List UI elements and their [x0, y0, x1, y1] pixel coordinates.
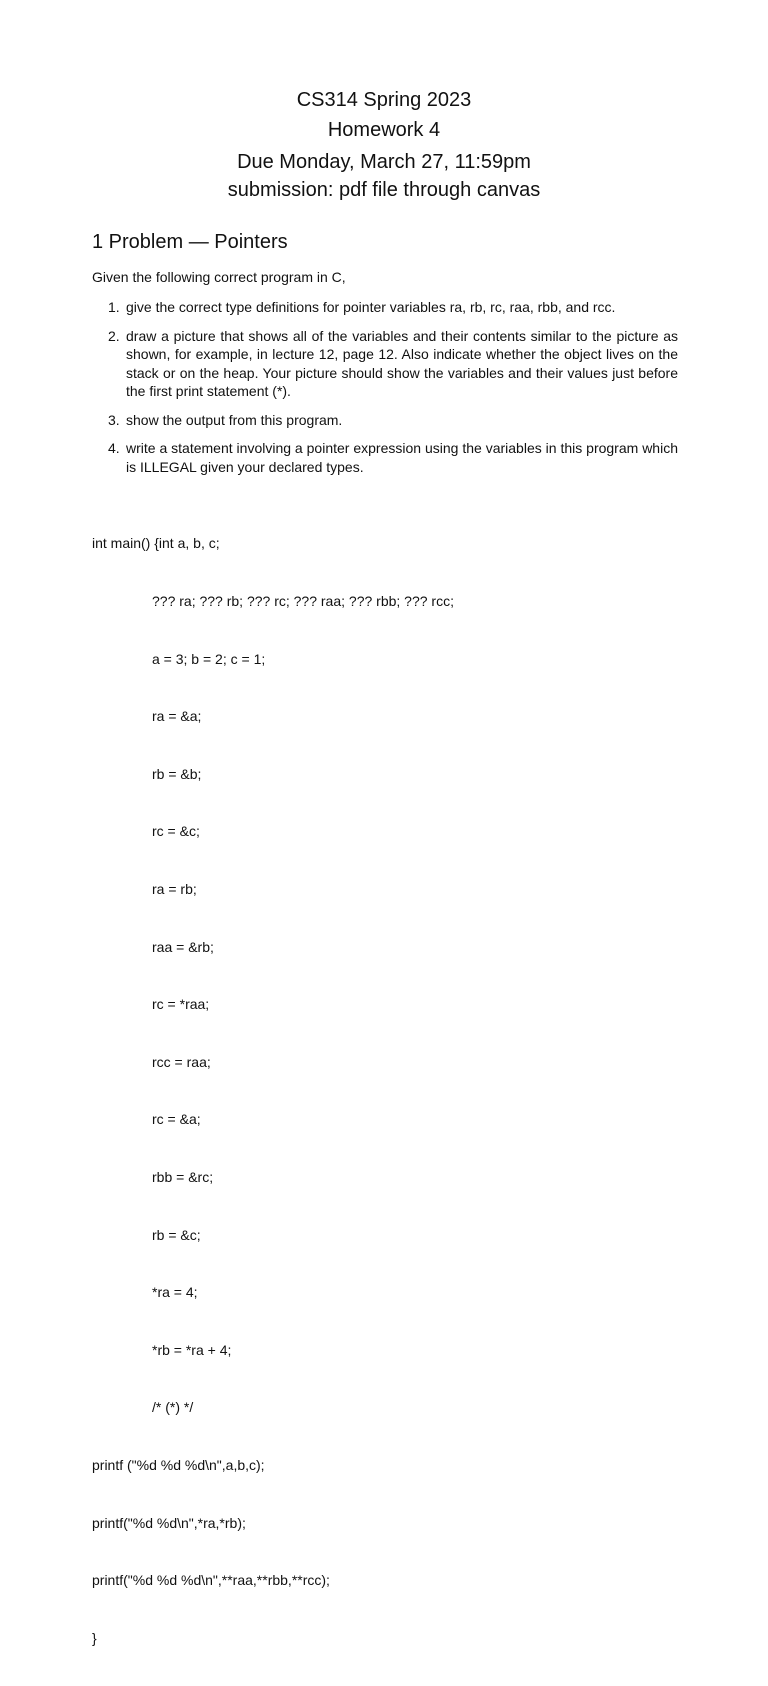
list-item: [108, 411, 678, 430]
list-item: [108, 327, 678, 401]
item-text: write a statement involving a pointer expression using the variables in this program which is ILLEGAL given your declared types.: [126, 440, 678, 475]
code-line: printf ("%d %d %d\n",a,b,c);: [92, 1456, 265, 1473]
list-item: [108, 439, 678, 476]
code-line: rcc = raa;: [152, 1053, 211, 1070]
code-line: rc = *raa;: [152, 996, 210, 1013]
due-date: Due Monday, March 27, 11:59pm: [237, 151, 531, 173]
item-number: 1.: [108, 299, 120, 315]
intro-text: Given the following correct program in C,: [92, 269, 346, 285]
code-line: a = 3; b = 2; c = 1;: [152, 650, 266, 667]
item-text: give the correct type definitions for pointer variables ra, rb, rc, raa, rbb, and rcc.: [126, 299, 616, 315]
code-line: ??? ra; ??? rb; ??? rc; ??? raa; ??? rbb; ??? rcc;: [152, 593, 454, 609]
code-line: }: [92, 1629, 97, 1646]
item-number: 4.: [108, 440, 120, 456]
problem-list: [108, 298, 678, 476]
code-line: printf("%d %d\n",*ra,*rb);: [92, 1514, 246, 1531]
code-line: int main() {int a, b, c;: [92, 535, 220, 552]
code-line: rc = &c;: [152, 823, 200, 840]
list-item: [108, 298, 678, 317]
code-line: *rb = *ra + 4;: [152, 1341, 232, 1358]
code-line: printf("%d %d %d\n",**raa,**rbb,**rcc);: [92, 1572, 330, 1589]
code-line: raa = &rb;: [152, 938, 214, 955]
section-title: 1 Problem — Pointers: [92, 231, 288, 253]
submission-info: submission: pdf file through canvas: [227, 179, 541, 201]
code-line: /* (*) */: [152, 1399, 194, 1416]
homework-title: Homework 4: [327, 119, 441, 141]
code-line: ra = rb;: [152, 880, 197, 897]
code-line: ra = &a;: [152, 708, 202, 725]
item-number: 2.: [108, 327, 120, 344]
course-title: CS314 Spring 2023: [296, 89, 472, 111]
code-line: rc = &a;: [152, 1111, 201, 1128]
code-line: rb = &b;: [152, 765, 202, 782]
code-line: rb = &c;: [152, 1226, 201, 1243]
code-line: rbb = &rc;: [152, 1168, 214, 1185]
code-line: *ra = 4;: [152, 1284, 198, 1301]
code-listing: [92, 496, 454, 1686]
item-text: draw a picture that shows all of the variables and their contents similar to the picture as shown, for example, in lecture 12, page 12. Also indicate whether the object lives on the stack or on the heap. Your picture should show the variables and their values just before the first print statement (*).: [126, 327, 678, 399]
item-text: show the output from this program.: [126, 411, 343, 428]
item-number: 3.: [108, 411, 120, 428]
